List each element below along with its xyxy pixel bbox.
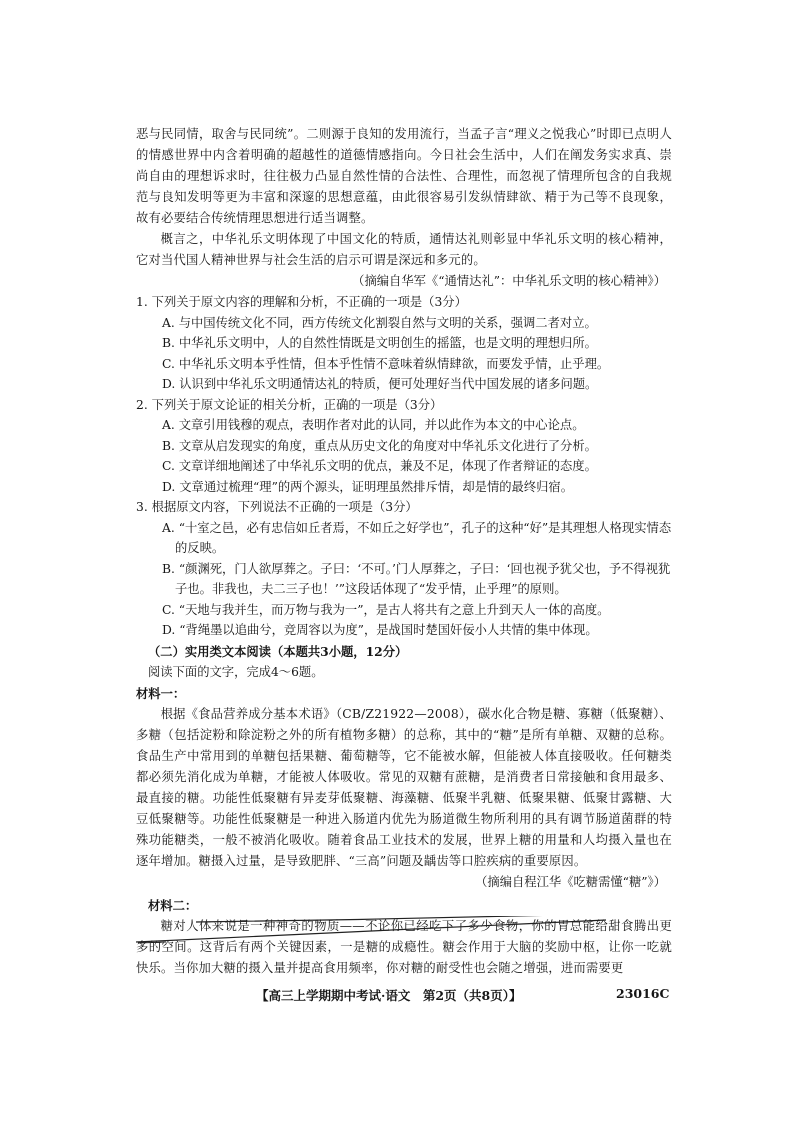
passage-paragraph: 概言之，中华礼乐文明体现了中国文化的特质，通情达礼则彰显中华礼乐文明的核心精神，它对当代国人精神世界与社会生活的启示可谓是深远和多元的。 xyxy=(136,232,672,267)
material-1-label: 材料一： xyxy=(136,685,186,701)
footer-page-info: 【高三上学期期中考试·语文 第2页（共8页）】 xyxy=(256,988,522,1003)
section-lead: 阅读下面的文字，完成4～6题。 xyxy=(148,664,324,679)
footer-exam-code: 23016C xyxy=(616,986,670,1001)
option-b: B. 文章从启发现实的角度，重点从历史文化的角度对中华礼乐文化进行了分析。 xyxy=(162,438,597,453)
option-b: B. “颜渊死，门人欲厚葬之。子曰：‘不可。’门人厚葬之，子曰：‘回也视予犹父也，予不得视犹子也。非我也，夫二三子也！’”这段话体现了“发乎情，止乎理”的原则。 xyxy=(162,561,671,596)
material-2-text: 糖对人体来说是一种神奇的物质——不论你已经吃下了多少食物，你的胃总能给甜食腾出更多的空间。这背后有两个关键因素，一是糖的成瘾性。糖会作用于大脑的奖励中枢，让你一吃就快乐。当你加大糖的摄入量并提高食用频率，你对糖的耐受性也会随之增强，进而需要更 xyxy=(136,918,672,975)
passage-paragraph: 恶与民同情，取舍与民同统”。二则源于良知的发用流行，当孟子言“理义之悦我心”时即已点明人的情感世界中内含着明确的超越性的道德情感指向。今日社会生活中，人们在阐发务实求真、崇尚自由的理想诉求时，往往极力凸显自然性情的合法性、合理性，而忽视了情理所包含的自我规范与良知发明等更为丰富和深邃的思想意蕴，由此很容易引发纵情肆欲、精于为己等不良现象，故有必要结合传统情理思想进行适当调整。 xyxy=(136,127,672,225)
option-b: B. 中华礼乐文明中，人的自然性情既是文明创生的摇篮，也是文明的理想归所。 xyxy=(162,336,597,350)
material-2-block xyxy=(136,916,672,979)
option-a: A. 与中国传统文化不同，西方传统文化割裂自然与文明的关系，强调二者对立。 xyxy=(162,315,597,330)
question-stem: 1. 下列关于原文内容的理解和分析，不正确的一项是（3分） xyxy=(136,295,467,309)
option-c: C. “天地与我并生，而万物与我为一”，是古人将共有之意上升到天人一体的高度。 xyxy=(162,602,610,617)
exam-page xyxy=(136,124,672,1003)
question-stem: 3. 根据原文内容，下列说法不正确的一项是（3分） xyxy=(136,500,418,514)
material-1-source: （摘编自程江华《吃糖需懂“糖”》） xyxy=(475,874,666,889)
material-1-text: 根据《食品营养成分基本术语》（CB/Z21922—2008），碳水化合物是糖、寡糖（低聚糖）、多糖（包括淀粉和除淀粉之外的所有植物多糖）的总称，其中的“糖”是所有单糖、双糖的总称。食品生产中常用到的单糖包括果糖、葡萄糖等，它不能被水解，但能被人体直接吸收。任何糖类都必须先消化成为单糖，才能被人体吸收。常见的双糖有蔗糖，是消费者日常接触和食用最多、最直接的糖。功能性低聚糖有异麦芽低聚糖、海藻糖、低聚半乳糖、低聚果糖、低聚甘露糖、大豆低聚糖等。功能性低聚糖是一种进入肠道内优先为肠道微生物所利用的具有调节肠道菌群的特殊功能糖类，一般不被消化吸收。随着食品工业技术的发展，世界上糖的用量和人均摄入量也在逐年增加。糖摄入过量，是导致肥胖、“三高”问题及龋齿等口腔疾病的重要原因。 xyxy=(136,706,672,868)
option-d: D. “背绳墨以追曲兮，竞周容以为度”，是战国时楚国奸佞小人共情的集中体现。 xyxy=(162,623,598,637)
option-a: A. “十室之邑，必有忠信如丘者焉，不如丘之好学也”，孔子的这种“好”是其理想人格现实情态的反映。 xyxy=(162,520,672,555)
option-a: A. 文章引用钱穆的观点，表明作者对此的认同，并以此作为本文的中心论点。 xyxy=(162,418,585,432)
section-heading: （二）实用类文本阅读（本题共3小题，12分） xyxy=(148,643,408,659)
question-1 xyxy=(136,292,672,395)
question-stem: 2. 下列关于原文论证的相关分析，正确的一项是（3分） xyxy=(136,397,443,412)
question-2 xyxy=(136,395,672,498)
option-d: D. 文章通过梳理“理”的两个源头，证明理虽然排斥情，却是情的最终归宿。 xyxy=(162,479,574,494)
option-c: C. 中华礼乐文明本乎性情，但本乎性情不意味着纵情肆欲，而要发乎情，止乎理。 xyxy=(162,356,610,371)
passage-source: （摘编自华军《“通情达礼”：中华礼乐文明的核心精神》） xyxy=(352,274,666,288)
material-2-label: 材料二： xyxy=(148,897,198,913)
option-d: D. 认识到中华礼乐文明通情达礼的特质，便可处理好当代中国发展的诸多问题。 xyxy=(162,377,598,391)
option-c: C. 文章详细地阐述了中华礼乐文明的优点，兼及不足，体现了作者辩证的态度。 xyxy=(162,459,597,473)
question-3 xyxy=(136,497,672,641)
